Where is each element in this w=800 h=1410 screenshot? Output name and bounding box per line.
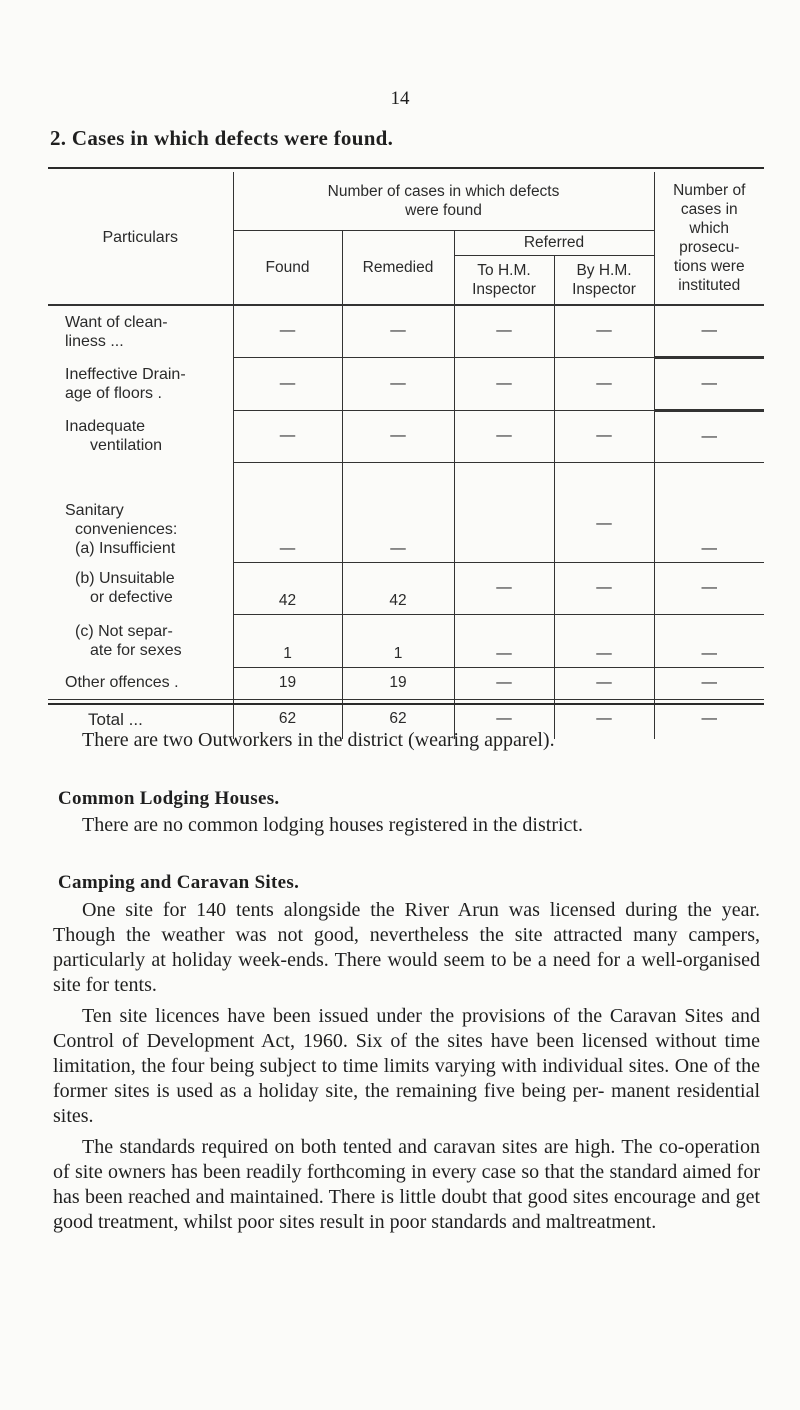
row-label: Other offences . bbox=[48, 667, 233, 699]
cell-found: 19 bbox=[233, 667, 342, 699]
header-to-hm-line-2: Inspector bbox=[472, 281, 536, 298]
cell-remedied: 42 bbox=[342, 562, 454, 614]
header-group-line-2: were found bbox=[405, 202, 482, 219]
header-cases-found-group bbox=[233, 172, 654, 231]
row-label-total: Total ... bbox=[88, 709, 143, 729]
cell-by-hm: — bbox=[554, 410, 654, 462]
row-label bbox=[48, 305, 233, 357]
row-label-line: (a) Insufficient bbox=[75, 540, 176, 557]
header-row-1 bbox=[48, 172, 764, 231]
table-row bbox=[48, 462, 764, 562]
row-label bbox=[48, 357, 233, 410]
lodging-text: There are no common lodging houses registered in the district. bbox=[82, 814, 583, 836]
cell-found: 62 bbox=[233, 699, 342, 739]
cell-to-hm: — bbox=[454, 614, 554, 667]
row-label-line: Want of clean- bbox=[65, 313, 168, 331]
row-label bbox=[48, 562, 233, 614]
cell-to-hm: — bbox=[454, 410, 554, 462]
cell-remedied: 1 bbox=[342, 614, 454, 667]
lodging-heading: Common Lodging Houses. bbox=[58, 788, 280, 809]
cell-found: — bbox=[233, 462, 342, 562]
camping-heading: Camping and Caravan Sites. bbox=[58, 872, 300, 893]
cell-found: 1 bbox=[233, 614, 342, 667]
header-prosecutions-line: prosecu- bbox=[679, 239, 740, 256]
cell-by-hm: — bbox=[554, 614, 654, 667]
cell-remedied: 19 bbox=[342, 667, 454, 699]
cell-prosecutions: — bbox=[654, 410, 764, 462]
cell-found: — bbox=[233, 410, 342, 462]
cell-found: — bbox=[233, 305, 342, 357]
table-row bbox=[48, 410, 764, 462]
header-referred: Referred bbox=[454, 231, 654, 256]
row-label-line: Ineffective Drain- bbox=[65, 365, 186, 383]
camping-paragraph: Ten site licences have been issued under the provisions of the Caravan Sites and Control of Development Act, 1960. Six of the sites have been licensed without time limitation, the four being subject to time limits varying with individual sites. One of the former sites is used as a holiday site, the remaining five being per- manent residential sites. bbox=[53, 1005, 760, 1127]
table-row bbox=[48, 562, 764, 614]
cell-prosecutions: — bbox=[654, 699, 764, 739]
header-prosecutions bbox=[654, 172, 764, 305]
header-remedied: Remedied bbox=[342, 231, 454, 306]
cell-prosecutions: — bbox=[654, 357, 764, 410]
cell-prosecutions: — bbox=[654, 305, 764, 357]
cell-found: — bbox=[233, 357, 342, 410]
header-prosecutions-line: cases in bbox=[680, 201, 738, 218]
cell-to-hm: — bbox=[454, 667, 554, 699]
cell-to-hm: — bbox=[454, 699, 554, 739]
section-title: 2. Cases in which defects were found. bbox=[50, 126, 394, 150]
row-label bbox=[48, 614, 233, 667]
cell-by-hm: — bbox=[554, 357, 654, 410]
row-label-line: ventilation bbox=[90, 437, 163, 454]
header-particulars: Particulars bbox=[48, 172, 233, 305]
cell-prosecutions: — bbox=[654, 562, 764, 614]
row-label bbox=[48, 410, 233, 462]
row-label-line: (b) Unsuitable bbox=[75, 570, 175, 587]
cell-to-hm: — bbox=[454, 305, 554, 357]
header-to-hm-inspector bbox=[454, 256, 554, 306]
cell-remedied: — bbox=[342, 357, 454, 410]
header-by-hm-line-1: By H.M. bbox=[576, 262, 632, 279]
cell-prosecutions: — bbox=[654, 614, 764, 667]
row-label-line: conveniences: bbox=[75, 521, 178, 538]
header-by-hm-line-2: Inspector bbox=[572, 281, 636, 298]
row-label-line: (c) Not separ- bbox=[75, 622, 173, 640]
row-label-line: Inadequate bbox=[65, 418, 146, 435]
cell-remedied: — bbox=[342, 410, 454, 462]
header-by-hm-inspector bbox=[554, 256, 654, 306]
row-label-line: or defective bbox=[90, 589, 173, 606]
cell-by-hm: — bbox=[554, 699, 654, 739]
camping-body bbox=[53, 898, 760, 1235]
camping-paragraph: One site for 140 tents alongside the River Arun was licensed during the year. Though the weather was not good, nevertheless the site attracted many campers, particularly at holiday week-ends. There would seem to be a need for a well-organised site for tents. bbox=[53, 899, 760, 996]
table-row bbox=[48, 357, 764, 410]
cell-found: 42 bbox=[233, 562, 342, 614]
cell-prosecutions: — bbox=[654, 462, 764, 562]
header-group-line-1: Number of cases in which defects bbox=[327, 183, 560, 200]
outworkers-text: There are two Outworkers in the district (wearing apparel). bbox=[82, 729, 555, 751]
header-to-hm-line-1: To H.M. bbox=[477, 262, 531, 279]
table-row bbox=[48, 667, 764, 699]
row-label-line: age of floors . bbox=[65, 384, 162, 402]
camping-paragraph: The standards required on both tented and caravan sites are high. The co-operation of site owners has been readily forthcoming in every case so that the standard aimed for has been reached and maintained. There is little doubt that good sites encourage and get good treatment, whilst poor sites result in poor standards and maltreatment. bbox=[53, 1136, 760, 1233]
cell-by-hm: — bbox=[554, 305, 654, 357]
row-label bbox=[48, 462, 233, 562]
row-label-line: Sanitary bbox=[65, 502, 124, 519]
row-label-line: ate for sexes bbox=[90, 641, 182, 659]
table-top-rule bbox=[48, 167, 764, 169]
header-found: Found bbox=[233, 231, 342, 306]
cell-to-hm: — bbox=[454, 357, 554, 410]
table-row bbox=[48, 305, 764, 357]
header-prosecutions-line: which bbox=[689, 220, 730, 237]
cell-by-hm: — bbox=[554, 462, 654, 562]
header-prosecutions-line: tions were bbox=[673, 258, 745, 275]
row-label-line: liness ... bbox=[65, 332, 124, 350]
table-bottom-rule bbox=[48, 703, 764, 705]
cell-by-hm: — bbox=[554, 562, 654, 614]
header-prosecutions-line: instituted bbox=[678, 277, 741, 294]
page-number: 14 bbox=[390, 88, 410, 109]
cell-remedied: 62 bbox=[342, 699, 454, 739]
defects-table bbox=[48, 172, 764, 739]
cell-to-hm: — bbox=[454, 562, 554, 614]
cell-remedied: — bbox=[342, 462, 454, 562]
table-row bbox=[48, 614, 764, 667]
cell-to-hm bbox=[454, 462, 554, 562]
cell-remedied: — bbox=[342, 305, 454, 357]
header-prosecutions-line: Number of bbox=[673, 182, 746, 199]
cell-prosecutions: — bbox=[654, 667, 764, 699]
cell-by-hm: — bbox=[554, 667, 654, 699]
